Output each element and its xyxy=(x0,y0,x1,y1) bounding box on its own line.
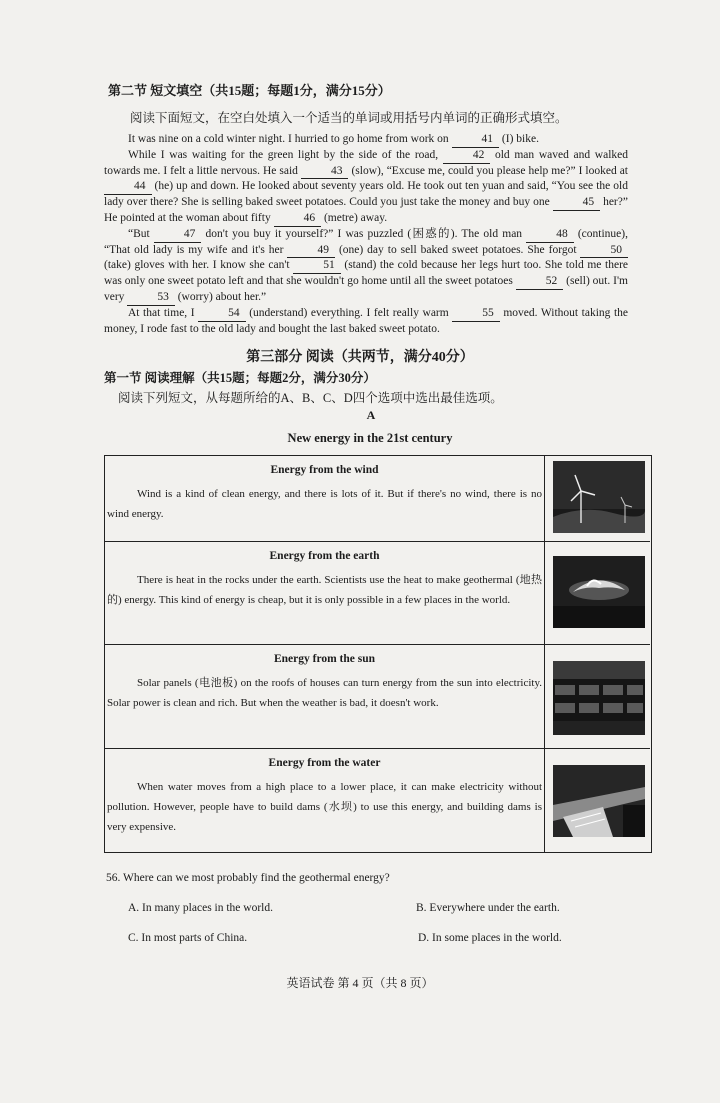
blank-44: 44 xyxy=(104,179,152,195)
blank-43: 43 xyxy=(301,164,349,180)
energy-row-earth xyxy=(105,542,650,645)
wind-turbine-photo xyxy=(553,461,645,533)
blank-55: 55 xyxy=(452,306,500,322)
blank-41: 41 xyxy=(452,132,500,148)
option-a[interactable]: A. In many places in the world. xyxy=(128,902,273,914)
energy-row-sun xyxy=(105,645,650,749)
blank-46: 46 xyxy=(274,211,322,227)
reading-instruction: 阅读下列短文，从每题所给的A、B、C、D四个选项中选出最佳选项。 xyxy=(118,391,503,405)
blank-48: 48 xyxy=(526,227,574,243)
passage-paragraph: It was nine on a cold winter night. I hurried to go home from work on 41 (I) bike. xyxy=(104,132,628,148)
blank-45: 45 xyxy=(553,195,601,211)
row-body: Solar panels (电池板) on the roofs of houses can turn energy from the sun into electricity. Solar power is clean and rich. But when the weather is bad, it doesn't work. xyxy=(107,677,542,709)
blank-54: 54 xyxy=(198,306,246,322)
blank-52: 52 xyxy=(516,274,564,290)
geothermal-photo xyxy=(553,556,645,628)
table-title: New energy in the 21st century xyxy=(287,431,453,445)
passage-paragraph: While I was waiting for the green light by the side of the road, 42 old man waved and walked towards me. I felt a little nervous. He said 43 (slow), “Excuse me, could you please help me?” I looked at 44 (he) up and down. He looked about seventy years old. He took out ten yuan and said, “You see the old lady over there? She is selling baked sweet potatoes. Could you just take the money and buy one 45 her?” He pointed at the woman about fifty 46 (metre) away. xyxy=(104,148,628,227)
passage-paragraph: “But 47 don't you buy it yourself?” I was puzzled (困惑的). The old man 48 (continue), “That old lady is my wife and it's her 49 (one) day to sell baked sweet potatoes. She forgot 50 (take) gloves with her. I know she can't 51 (stand) the cold because her legs hurt too. She told me there was only one sweet potato left and that she wouldn't go home until all the sweet potatoes 52 (sell) out. I'm very 53 (worry) about her.” xyxy=(104,227,628,306)
passage-letter: A xyxy=(366,408,376,422)
blank-53: 53 xyxy=(127,290,175,306)
blank-51: 51 xyxy=(293,258,341,274)
blank-42: 42 xyxy=(443,148,491,164)
energy-row-wind xyxy=(105,456,650,542)
row-body: When water moves from a high place to a lower place, it can make electricity without pollution. However, people have to build dams (水坝) to use this energy, and building dams is very expensive. xyxy=(107,781,542,833)
dam-photo xyxy=(553,765,645,837)
page-footer: 英语试卷 第 4 页（共 8 页） xyxy=(286,976,434,990)
option-c[interactable]: C. In most parts of China. xyxy=(128,932,248,944)
energy-row-water xyxy=(105,749,650,852)
subsection-heading: 第一节 阅读理解（共15题；每题2分，满分30分） xyxy=(104,371,376,385)
section-heading: 第二节 短文填空（共15题；每题1分，满分15分） xyxy=(108,83,391,98)
energy-table xyxy=(104,455,652,853)
row-title: Energy from the sun xyxy=(273,653,376,665)
solar-panel-photo xyxy=(553,661,645,735)
row-body: Wind is a kind of clean energy, and there is lots of it. But if there's no wind, there is no wind energy. xyxy=(107,488,542,520)
part-heading: 第三部分 阅读（共两节，满分40分） xyxy=(246,350,474,365)
cloze-passage xyxy=(104,132,628,336)
option-b[interactable]: B. Everywhere under the earth. xyxy=(416,902,560,914)
blank-47: 47 xyxy=(154,227,202,243)
row-title: Energy from the wind xyxy=(270,464,379,476)
cloze-instruction: 阅读下面短文，在空白处填入一个适当的单词或用括号内单词的正确形式填空。 xyxy=(130,111,568,125)
question-56: 56. Where can we most probably find the geothermal energy? xyxy=(106,872,390,884)
passage-paragraph: At that time, I 54 (understand) everything. I felt really warm 55 moved. Without taking the money, I rode fast to the old lady and bought the last baked sweet potato. xyxy=(104,306,629,335)
option-d[interactable]: D. In some places in the world. xyxy=(418,932,562,944)
blank-49: 49 xyxy=(287,243,335,259)
row-body: There is heat in the rocks under the earth. Scientists use the heat to make geothermal (地热的) energy. This kind of energy is cheap, but it is only possible in a few places in the world. xyxy=(107,574,542,606)
row-title: Energy from the earth xyxy=(269,550,380,562)
blank-50: 50 xyxy=(580,243,628,259)
row-title: Energy from the water xyxy=(268,757,381,769)
